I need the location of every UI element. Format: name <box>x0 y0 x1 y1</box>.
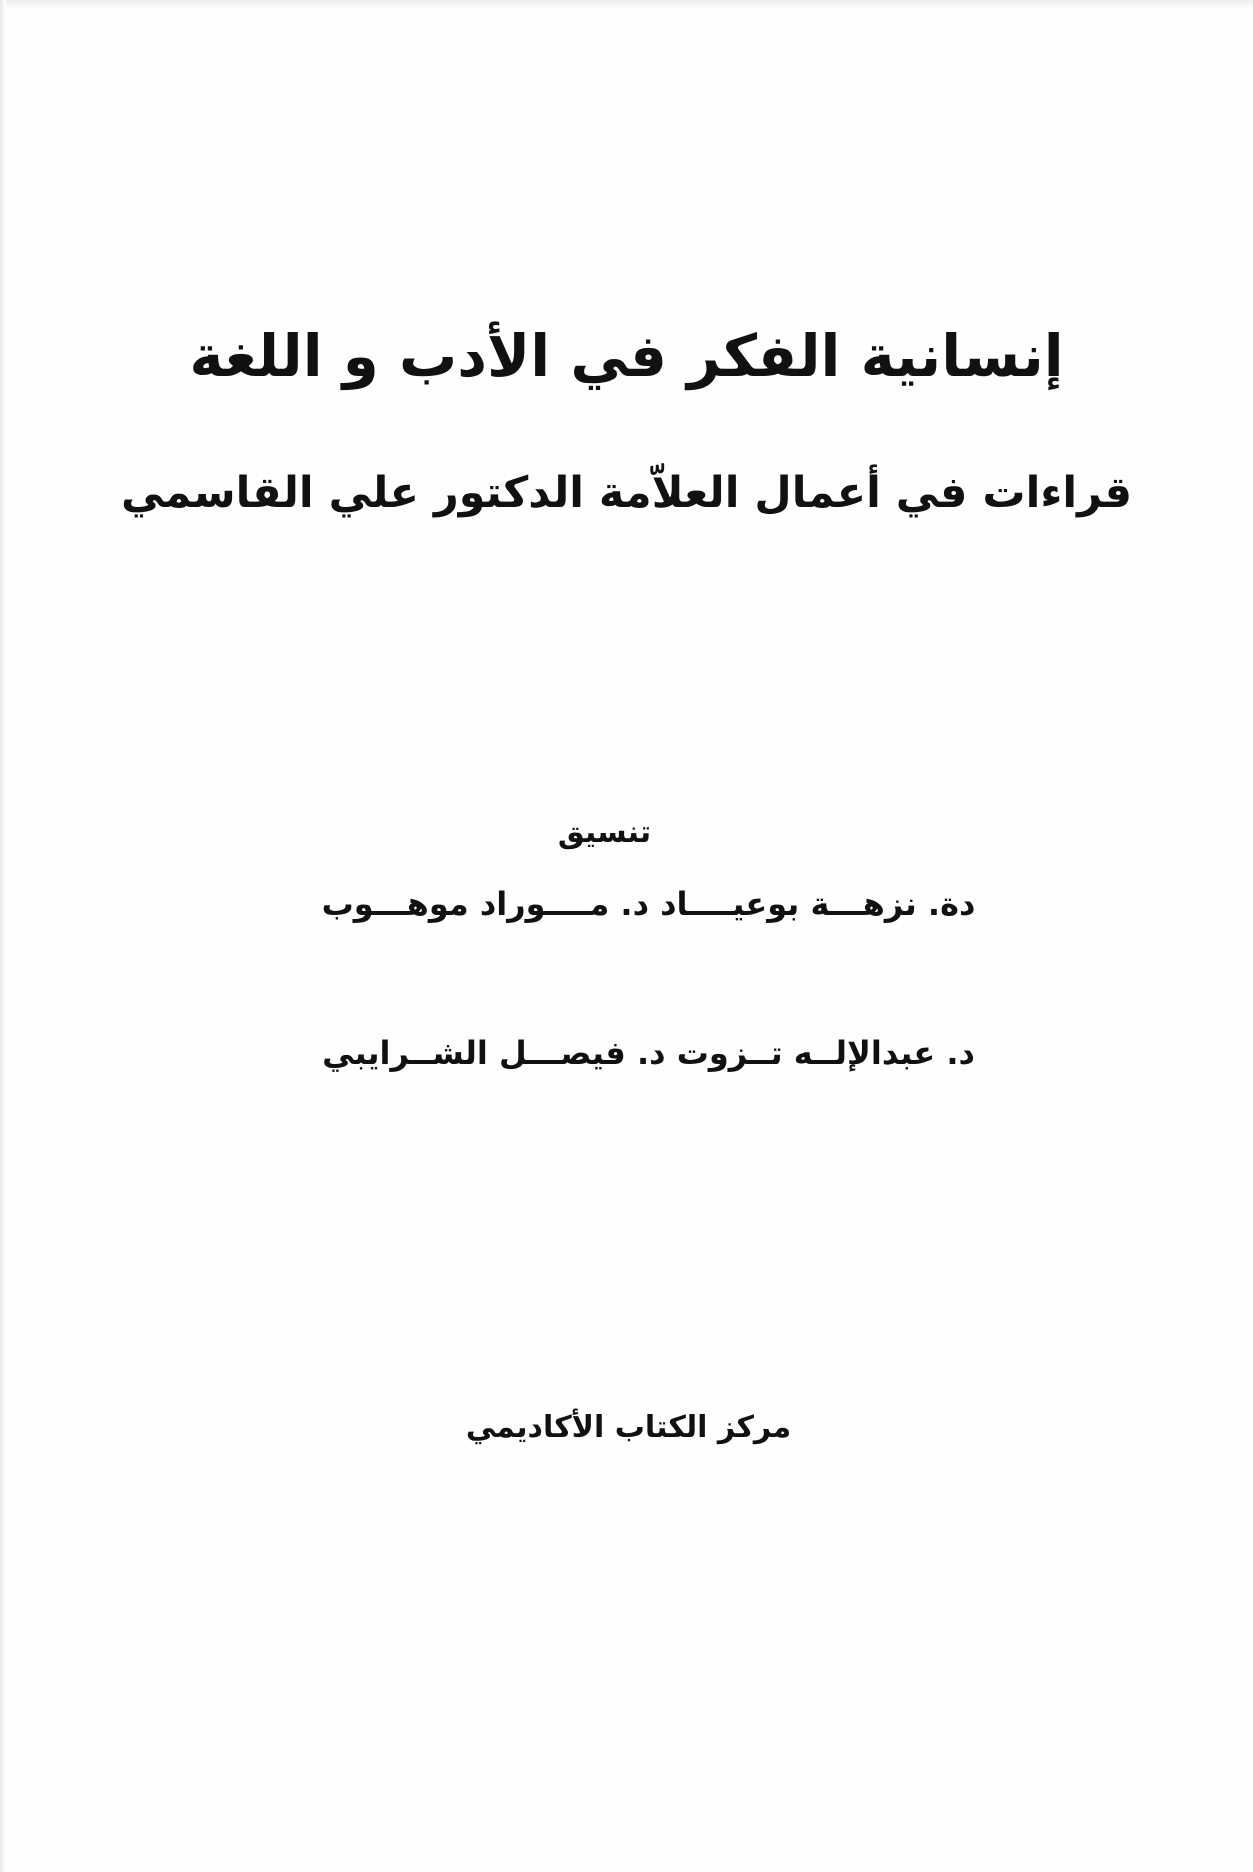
page-left-edge <box>0 0 6 1872</box>
page-top-edge <box>0 0 1253 10</box>
publisher-name: مركز الكتاب الأكاديمي <box>465 1410 792 1445</box>
editors-line-2: د. عبدالإلــه تــزوت د. فيصـــل الشــرايبي <box>322 1034 975 1072</box>
editors-line-1: دة. نزهـــة بوعيــــاد د. مــــوراد موهـــوب <box>321 885 976 923</box>
book-subtitle: قراءات في أعمال العلاّمة الدكتور علي القاسمي <box>121 468 1132 518</box>
coordination-label: تنسيق <box>557 815 652 850</box>
book-title: إنسانية الفكر في الأدب و اللغة <box>189 322 1064 390</box>
